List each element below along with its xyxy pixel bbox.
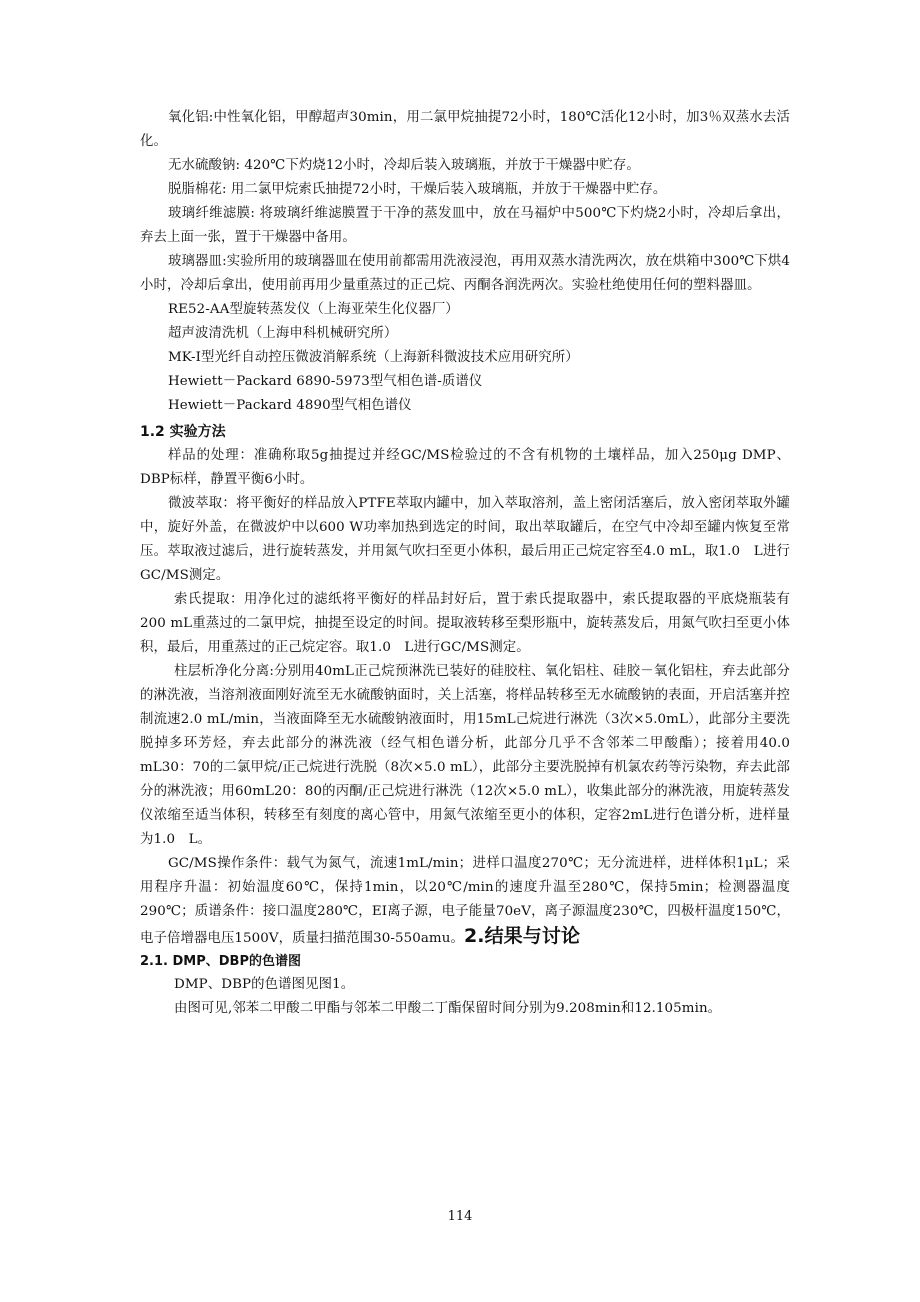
section-1-2-heading: 1.2 实验方法 xyxy=(140,424,226,440)
instrument-ultrasonic-cleaner: 超声波清洗机（上海申科机械研究所） xyxy=(168,326,398,341)
method-microwave-extraction: 微波萃取：将平衡好的样品放入PTFE萃取内罐中，加入萃取溶剂，盖上密闭活塞后，放入密闭萃取外罐中，旋好外盖，在微波炉中以600 W功率加热到选定的时间，取出萃取罐后，在空气中冷却至罐内恢复至常压。萃取液过滤后，进行旋转蒸发，并用氮气吹扫至更小体积，最后用正己烷定容至4.0 mL，取1.0 L进行GC/MS测定。 xyxy=(140,496,790,583)
result-figure-reference: DMP、DBP的色谱图见图1。 xyxy=(174,977,355,992)
material-glass-fiber-filter: 玻璃纤维滤膜: 将玻璃纤维滤膜置于干净的蒸发皿中，放在马福炉中500℃下灼烧2小时，冷却后拿出，弃去上面一张，置于干燥器中备用。 xyxy=(140,206,790,245)
instrument-gcms: Hewiett－Packard 6890-5973型气相色谱-质谱仪 xyxy=(168,374,483,389)
material-alumina: 氧化铝:中性氧化铝，甲醇超声30min，用二氯甲烷抽提72小时，180℃活化12小时，加3％双蒸水去活化。 xyxy=(140,110,790,149)
gcms-conditions-text: GC/MS操作条件：载气为氮气，流速1mL/min；进样口温度270℃；无分流进样，进样体积1μL；采用程序升温：初始温度60℃，保持1min，以20℃/min的速度升温至280℃，保持5min；检测器温度290℃；质谱条件：接口温度280℃，EI离子源，电子能量70eV，离子源温度230℃，四极杆温度150℃，电子倍增器电压1500V，质量扫描范围30-550amu。 xyxy=(140,856,790,946)
page-content xyxy=(140,106,790,1021)
section-2-heading: 2.结果与讨论 xyxy=(463,925,581,947)
material-glassware: 玻璃器皿:实验所用的玻璃器皿在使用前都需用洗液浸泡，再用双蒸水清洗两次，放在烘箱中300℃下烘4小时，冷却后拿出，使用前再用少量重蒸过的正己烷、丙酮各润洗两次。实验杜绝使用任何的塑料器皿。 xyxy=(140,254,790,293)
instrument-gc: Hewiett－Packard 4890型气相色谱仪 xyxy=(168,398,412,413)
instrument-microwave-digestion: MK-I型光纤自动控压微波消解系统（上海新科微波技术应用研究所） xyxy=(168,350,579,365)
page-number: 114 xyxy=(447,1209,473,1224)
instrument-rotary-evaporator: RE52-AA型旋转蒸发仪（上海亚荣生化仪器厂） xyxy=(168,302,459,317)
section-2-1-heading: 2.1. DMP、DBP的色谱图 xyxy=(140,954,301,969)
material-cotton: 脱脂棉花: 用二氯甲烷索氏抽提72小时，干燥后装入玻璃瓶，并放于干燥器中贮存。 xyxy=(168,182,667,197)
result-retention-times: 由图可见,邻苯二甲酸二甲酯与邻苯二甲酸二丁酯保留时间分别为9.208min和12.105min。 xyxy=(174,1001,722,1016)
method-column-cleanup: 柱层析净化分离:分别用40mL正己烷预淋洗已装好的硅胶柱、氧化铝柱、硅胶－氧化铝柱，弃去此部分的淋洗液，当溶剂液面刚好流至无水硫酸钠面时，关上活塞，将样品转移至无水硫酸钠的表面，开启活塞并控制流速2.0 mL/min，当液面降至无水硫酸钠液面时，用15mL己烷进行淋洗（3次×5.0mL），此部分主要洗脱掉多环芳烃，弃去此部分的淋洗液（经气相色谱分析，此部分几乎不含邻苯二甲酸酯）；接着用40.0 mL30：70的二氯甲烷/正己烷进行洗脱（8次×5.0 mL），此部分主要洗脱掉有机氯农药等污染物，弃去此部分的淋洗液；用60mL20：80的丙酮/正己烷进行淋洗（12次×5.0 mL），收集此部分的淋洗液，用旋转蒸发仪浓缩至适当体积，转移至有刻度的离心管中，用氮气浓缩至更小的体积，定容2mL进行色谱分析，进样量为1.0 L。 xyxy=(140,664,790,847)
gcms-conditions-paragraph xyxy=(140,852,790,951)
method-sample-prep: 样品的处理：准确称取5g抽提过并经GC/MS检验过的不含有机物的土壤样品，加入250μg DMP、DBP标样，静置平衡6小时。 xyxy=(140,448,790,487)
material-sodium-sulfate: 无水硫酸钠: 420℃下灼烧12小时，冷却后装入玻璃瓶，并放于干燥器中贮存。 xyxy=(168,158,640,173)
method-soxhlet-extraction: 索氏提取：用净化过的滤纸将平衡好的样品封好后，置于索氏提取器中，索氏提取器的平底烧瓶装有200 mL重蒸过的二氯甲烷，抽提至设定的时间。提取液转移至梨形瓶中，旋转蒸发后，用氮气吹扫至更小体积，最后，用重蒸过的正己烷定容。取1.0 L进行GC/MS测定。 xyxy=(140,592,790,655)
